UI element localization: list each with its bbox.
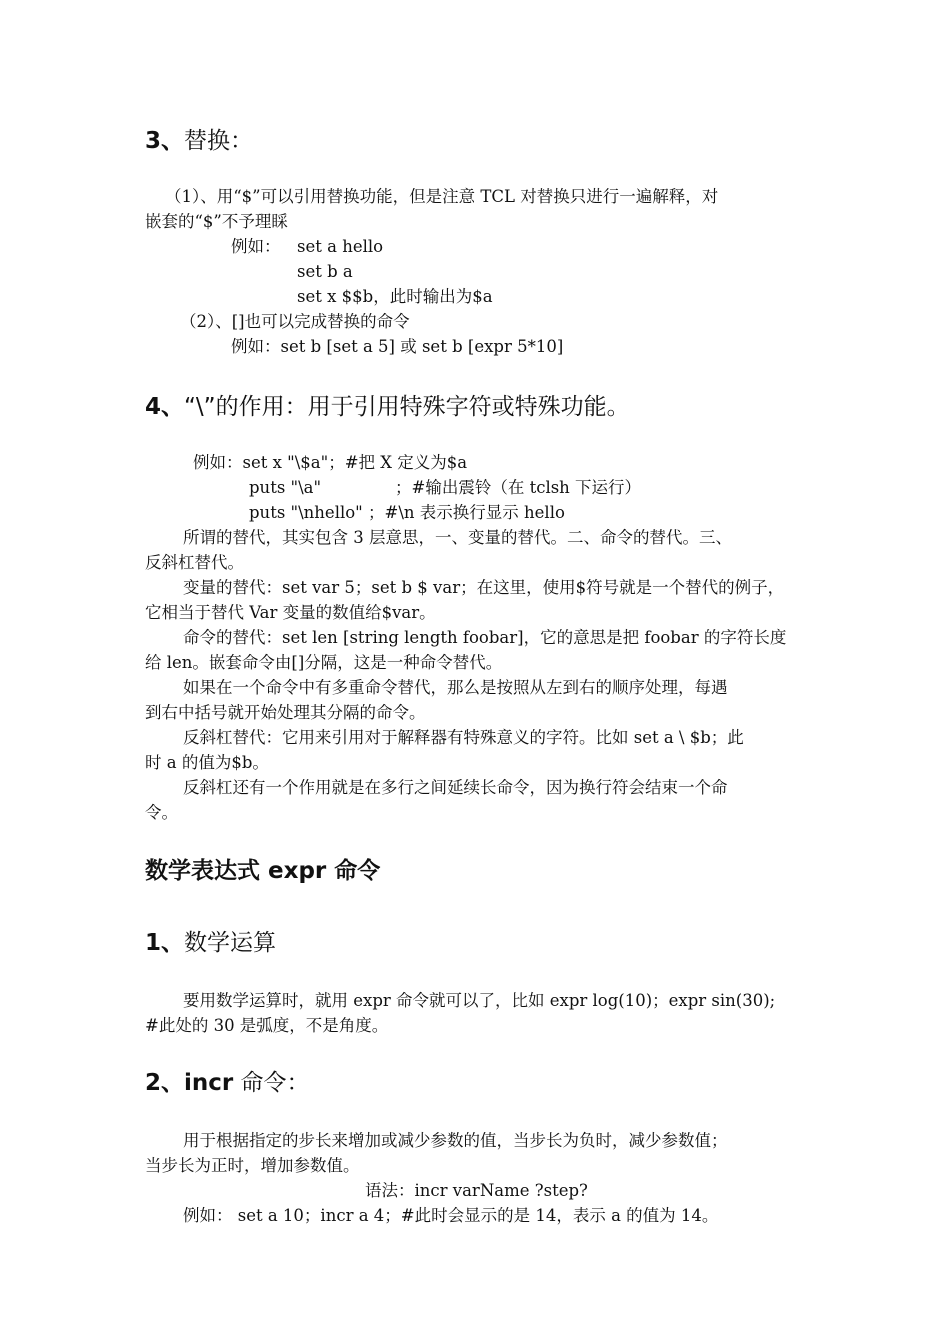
incr-syntax: 语法：incr varName ?step?	[365, 1181, 588, 1200]
expr-section-title: 数学表达式 expr 命令	[145, 858, 381, 884]
section-4-number: 4、	[145, 394, 185, 420]
section-4-heading	[145, 392, 630, 422]
s3-item1-line1: （1）、用“$”可以引用替换功能，但是注意 TCL 对替换只进行一遍解释，对	[165, 187, 719, 206]
s4-para3-line2: 给 len。嵌套命令由[]分隔，这是一种命令替代。	[145, 653, 503, 672]
incr-para-line2: 当步长为正时，增加参数值。	[145, 1156, 360, 1175]
section-3-number: 3、	[145, 128, 185, 154]
s3-item1-line2: 嵌套的“$”不予理睬	[145, 212, 288, 231]
s3-item2-line1: （2）、[]也可以完成替换的命令	[180, 312, 410, 331]
incr-heading-number: 2、	[145, 1070, 185, 1096]
math-heading	[145, 928, 276, 958]
s4-para4-line1: 如果在一个命令中有多重命令替代，那么是按照从左到右的顺序处理，每遇	[183, 678, 728, 697]
s3-code-line3: set x $$b，此时输出为$a	[297, 287, 493, 306]
incr-heading	[145, 1068, 310, 1098]
math-para-line1: 要用数学运算时，就用 expr 命令就可以了，比如 expr log(10)；expr sin(30);	[183, 991, 776, 1010]
s4-para3-line1: 命令的替代：set len [string length foobar]，它的意思是把 foobar 的字符长度	[183, 628, 787, 647]
math-heading-title: 数学运算	[184, 930, 277, 956]
s3-code-line2: set b a	[297, 262, 353, 281]
s4-example-line2-code: puts "\a"	[249, 478, 322, 497]
s3-example-label: 例如：	[231, 237, 281, 256]
incr-example: 例如： set a 10；incr a 4；#此时会显示的是 14，表示 a 的值为 14。	[183, 1206, 719, 1225]
section-4-title: “\”的作用：用于引用特殊字符或特殊功能。	[184, 394, 630, 420]
s4-para6-line2: 令。	[145, 803, 178, 822]
s4-para4-line2: 到右中括号就开始处理其分隔的命令。	[145, 703, 426, 722]
s3-code-line1: set a hello	[297, 237, 384, 256]
incr-para-line1: 用于根据指定的步长来增加或减少参数的值，当步长为负时，减少参数值；	[183, 1131, 728, 1150]
section-3-title: 替换：	[184, 128, 254, 154]
s4-para5-line2: 时 a 的值为$b。	[145, 753, 269, 772]
math-heading-number: 1、	[145, 930, 185, 956]
s4-para1-line1: 所谓的替代，其实包含 3 层意思，一、变量的替代。二、命令的替代。三、	[183, 528, 732, 547]
incr-heading-command: incr	[184, 1070, 234, 1096]
s4-para6-line1: 反斜杠还有一个作用就是在多行之间延续长命令，因为换行符会结束一个命	[183, 778, 728, 797]
math-para-line2: #此处的 30 是弧度，不是角度。	[145, 1016, 389, 1035]
s4-example-line1: 例如：set x "\$a"；#把 X 定义为$a	[193, 453, 468, 472]
incr-heading-title: 命令：	[233, 1070, 310, 1096]
s4-para2-line1: 变量的替代：set var 5；set b $ var；在这里，使用$符号就是一个替代的例子，	[183, 578, 785, 597]
s4-example-line2-comment: ；#输出震铃（在 tclsh 下运行）	[395, 478, 642, 497]
s4-example-line3: puts "\nhello" ；#\n 表示换行显示 hello	[249, 503, 565, 522]
s4-para1-line2: 反斜杠替代。	[145, 553, 244, 572]
s3-item2-example: 例如：set b [set a 5] 或 set b [expr 5*10]	[231, 337, 564, 356]
s4-para2-line2: 它相当于替代 Var 变量的数值给$var。	[145, 603, 436, 622]
s4-para5-line1: 反斜杠替代：它用来引用对于解释器有特殊意义的字符。比如 set a \ $b；此	[183, 728, 744, 747]
section-3-heading	[145, 126, 253, 156]
